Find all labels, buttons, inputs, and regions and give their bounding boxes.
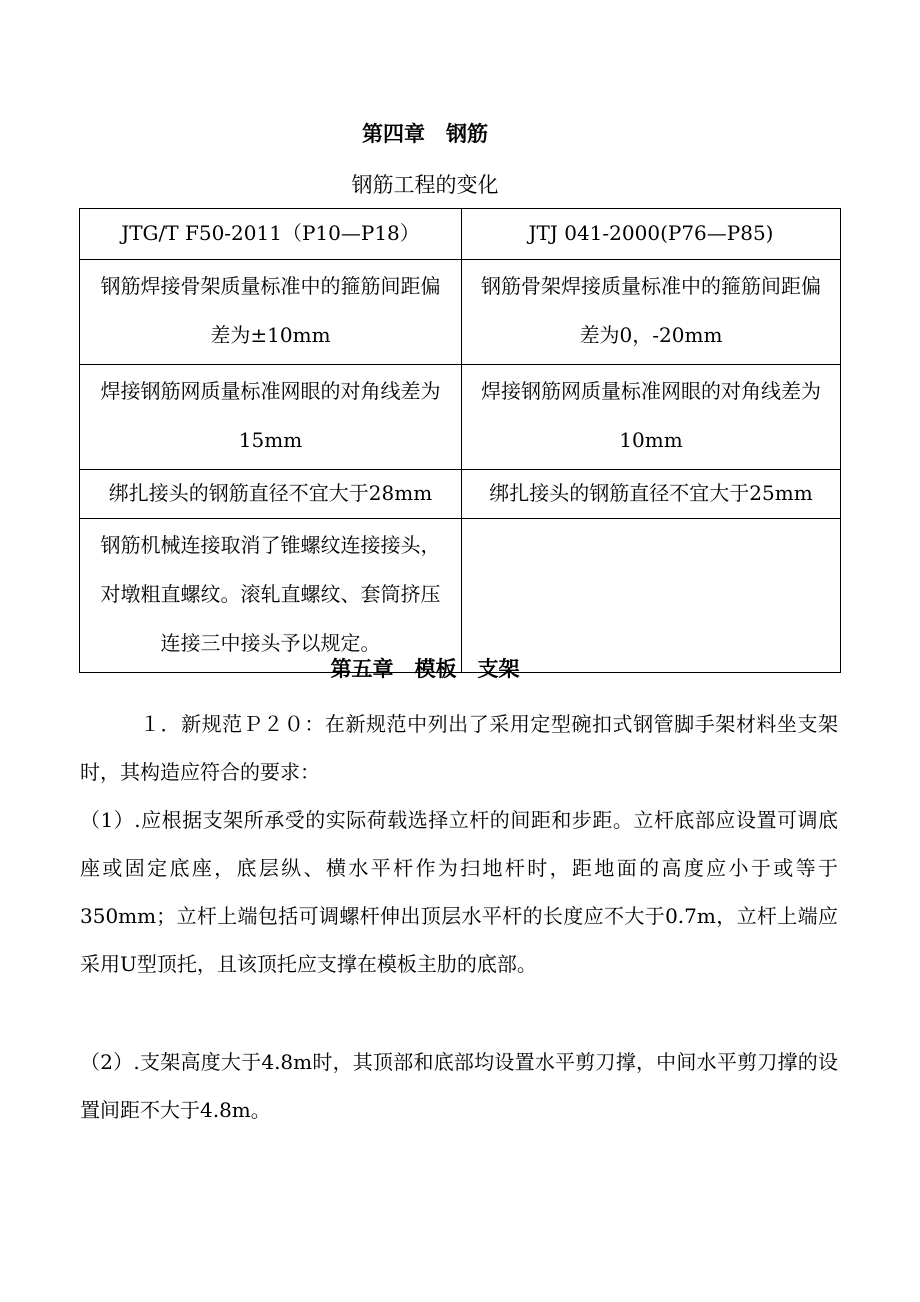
table-row xyxy=(80,519,841,673)
header-old-standard: JTJ 041-2000(P76—P85) xyxy=(462,209,841,260)
table-cell-new: 钢筋焊接骨架质量标准中的箍筋间距偏差为±10mm xyxy=(80,260,462,365)
table-cell-new: 绑扎接头的钢筋直径不宜大于28mm xyxy=(80,470,462,519)
chapter-5-title: 第五章 模板 支架 xyxy=(330,657,520,681)
paragraph-item-1: （1）.应根据支架所承受的实际荷载选择立杆的间距和步距。立杆底部应设置可调底座或固定底座，底层纵、横水平杆作为扫地杆时，距地面的高度应小于或等于350mm；立杆上端包括可调螺杆伸出顶层水平杆的长度应不大于0.7m，立杆上端应采用U型顶托，且该顶托应支撑在模板主肋的底部。 xyxy=(80,808,838,976)
table-caption: 钢筋工程的变化 xyxy=(351,173,499,197)
header-new-standard: JTG/T F50-2011（P10—P18） xyxy=(80,209,462,260)
table-cell-old xyxy=(462,519,841,673)
chapter-4-title: 第四章 钢筋 xyxy=(362,122,488,146)
comparison-table xyxy=(79,208,841,673)
table-cell-new: 焊接钢筋网质量标准网眼的对角线差为15mm xyxy=(80,365,462,470)
paragraph-intro: １．新规范Ｐ２０：在新规范中列出了采用定型碗扣式钢管脚手架材料坐支架时，其构造应符合的要求： xyxy=(80,712,838,784)
table-cell-old: 焊接钢筋网质量标准网眼的对角线差为10mm xyxy=(462,365,841,470)
table-cell-old: 绑扎接头的钢筋直径不宜大于25mm xyxy=(462,470,841,519)
table-header-row xyxy=(80,209,841,260)
table-row xyxy=(80,470,841,519)
table-row xyxy=(80,365,841,470)
paragraph-item-2: （2）.支架高度大于4.8m时，其顶部和底部均设置水平剪刀撑，中间水平剪刀撑的设置间距不大于4.8m。 xyxy=(80,1050,838,1122)
table-row xyxy=(80,260,841,365)
table-cell-new: 钢筋机械连接取消了锥螺纹连接接头，对墩粗直螺纹。滚轧直螺纹、套筒挤压连接三中接头予以规定。 xyxy=(80,519,462,673)
table-cell-old: 钢筋骨架焊接质量标准中的箍筋间距偏差为0，-20mm xyxy=(462,260,841,365)
